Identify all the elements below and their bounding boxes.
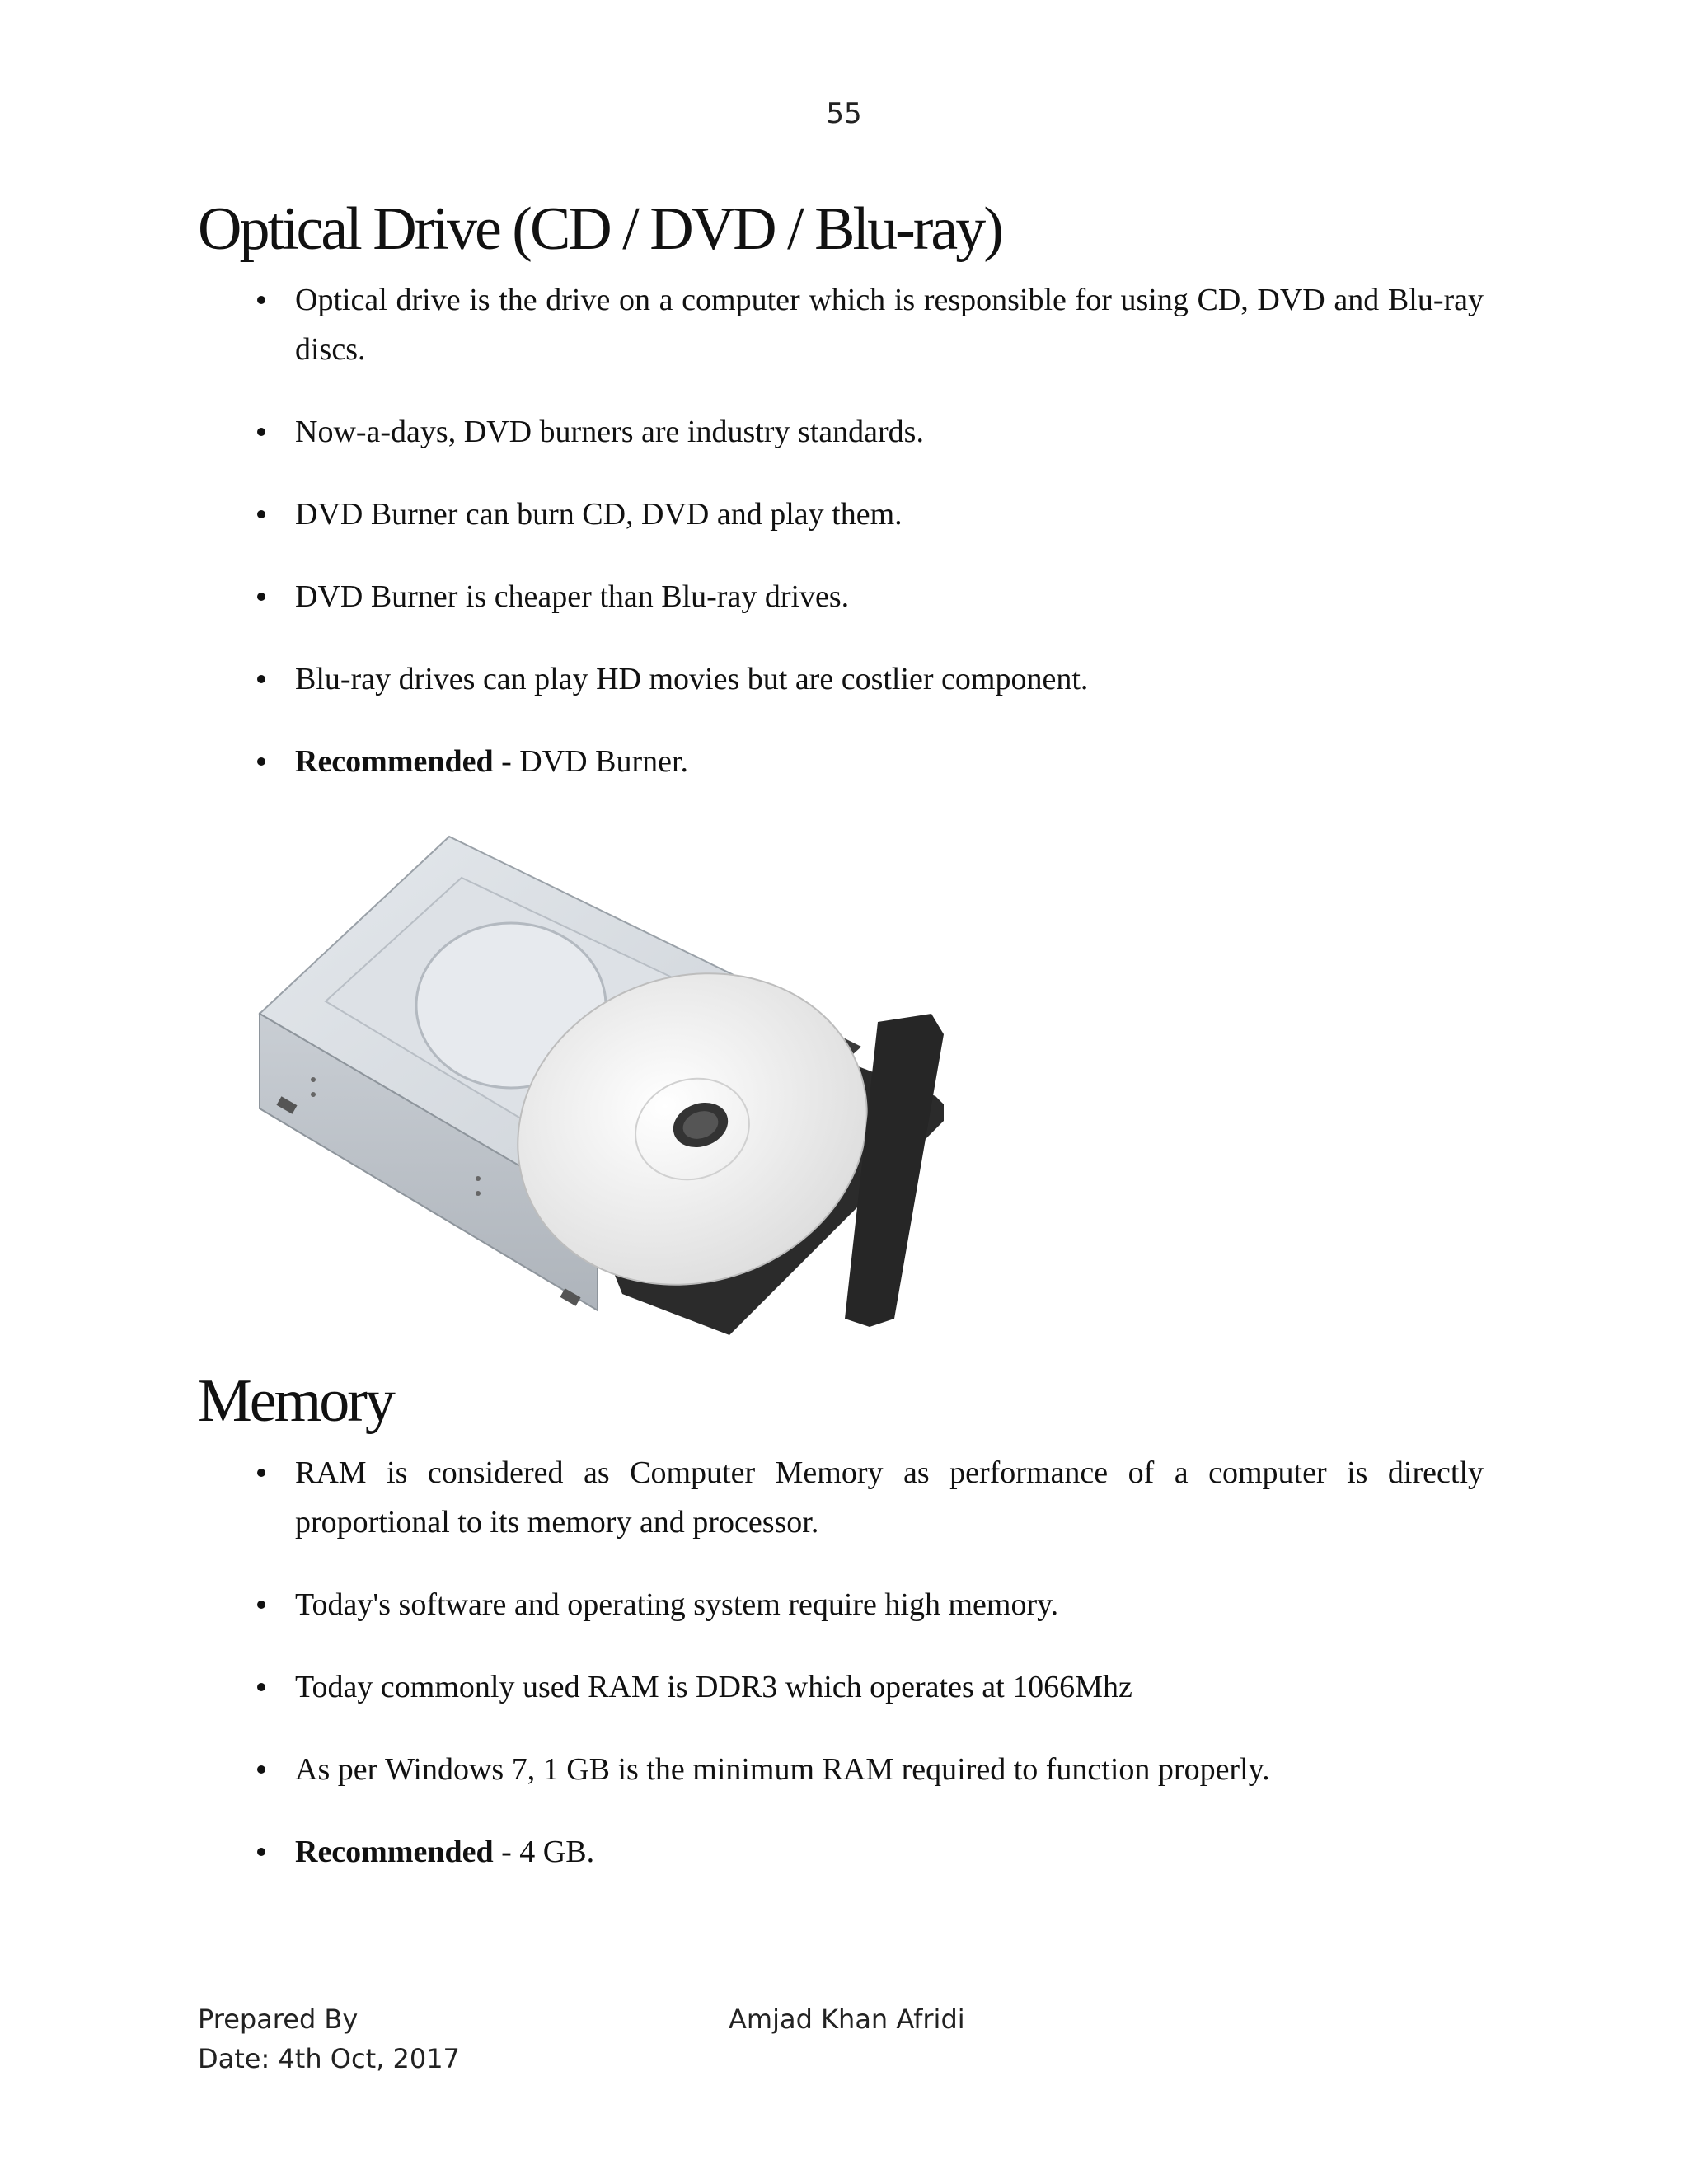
list-item: Today's software and operating system require high memory. (198, 1580, 1484, 1629)
list-item: Blu-ray drives can play HD movies but are costlier component. (198, 654, 1484, 704)
footer-left (198, 1999, 460, 2079)
footer-date: Date: 4th Oct, 2017 (198, 2043, 460, 2074)
bullet-icon (257, 296, 265, 304)
bullet-icon (257, 1469, 265, 1477)
dvd-drive-image (235, 824, 944, 1335)
bullet-icon (257, 593, 265, 601)
list-item: Optical drive is the drive on a computer which is responsible for using CD, DVD and Blu-ray discs. (198, 275, 1484, 374)
bullet-icon (257, 510, 265, 518)
recommended-label: Recommended (295, 1835, 494, 1869)
bullet-icon (257, 675, 265, 683)
bullet-icon (257, 1601, 265, 1609)
list-item: DVD Burner is cheaper than Blu-ray drives. (198, 572, 1484, 621)
memory-title: Memory (198, 1367, 393, 1435)
bullet-icon (257, 1848, 265, 1856)
footer-author: Amjad Khan Afridi (729, 2004, 965, 2035)
list-item-recommended (198, 737, 1484, 786)
prepared-by-label: Prepared By (198, 2004, 359, 2035)
optical-drive-title: Optical Drive (CD / DVD / Blu-ray) (198, 195, 1001, 263)
list-item: Now-a-days, DVD burners are industry standards. (198, 407, 1484, 457)
recommended-label: Recommended (295, 744, 494, 779)
list-item: DVD Burner can burn CD, DVD and play them. (198, 490, 1484, 539)
page-number: 55 (826, 97, 862, 130)
bullet-icon (257, 1765, 265, 1774)
bullet-icon (257, 1683, 265, 1691)
list-item: RAM is considered as Computer Memory as performance of a computer is directly proportional to its memory and processor. (198, 1448, 1484, 1547)
list-item-recommended (198, 1827, 1484, 1877)
bullet-icon (257, 428, 265, 436)
list-item: As per Windows 7, 1 GB is the minimum RAM required to function properly. (198, 1745, 1484, 1794)
recommended-value: - 4 GB. (493, 1835, 595, 1869)
optical-bullet-list (198, 275, 1484, 819)
list-item: Today commonly used RAM is DDR3 which operates at 1066Mhz (198, 1662, 1484, 1712)
bullet-icon (257, 757, 265, 766)
recommended-value: - DVD Burner. (493, 744, 689, 779)
memory-bullet-list (198, 1448, 1484, 1910)
